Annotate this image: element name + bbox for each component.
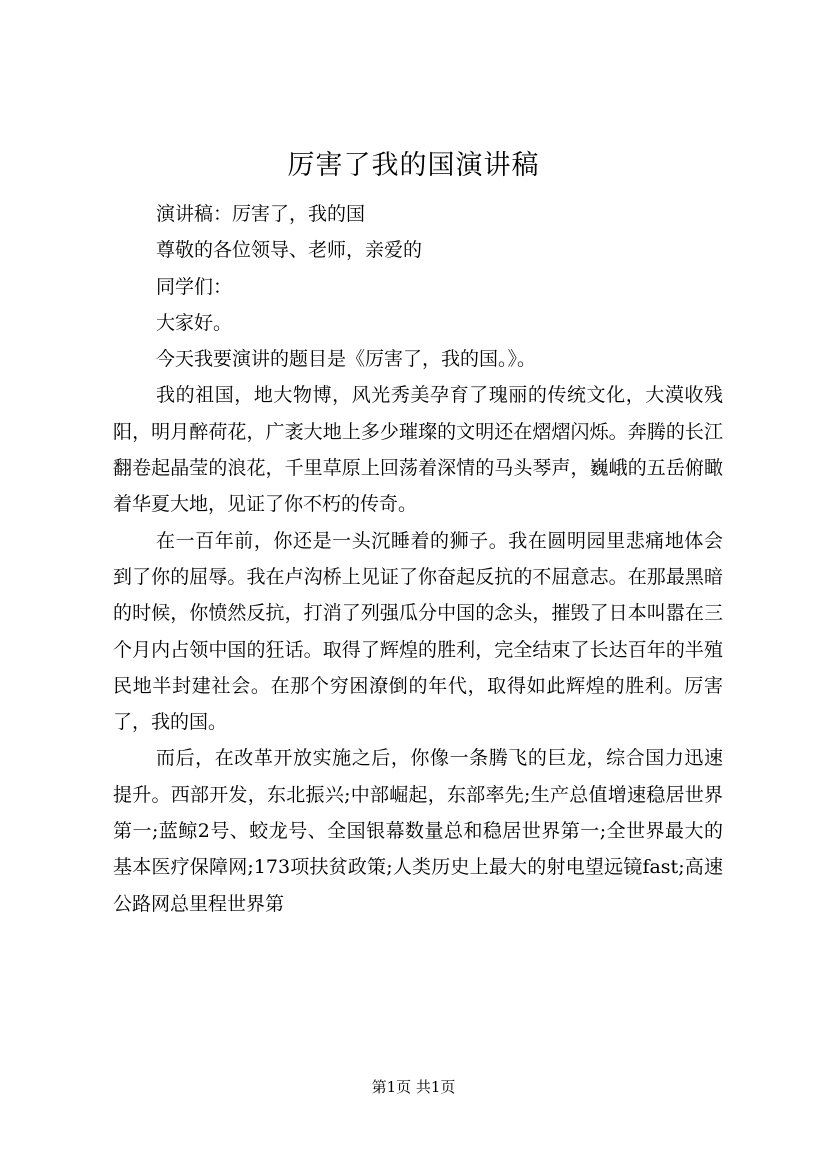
paragraph-salutation: 尊敬的各位领导、老师，亲爱的 [156, 239, 423, 262]
paragraph-history: 在一百年前，你还是一头沉睡着的狮子。我在圆明园里悲痛地体会到了你的屈辱。我在卢沟桥上见证了你奋起反抗的不屈意志。在那最黑暗的时候，你愤然反抗，打消了列强瓜分中国的念头，摧毁了日本叫嚣在三个月内占领中国的狂话。取得了辉煌的胜利，完全结束了长达百年的半殖民地半封建社会。在那个穷困潦倒的年代，取得如此辉煌的胜利。厉害了，我的国。 [113, 529, 723, 734]
paragraph-reform: 而后，在改革开放实施之后，你像一条腾飞的巨龙，综合国力迅速提升。西部开发，东北振兴;中部崛起，东部率先;生产总值增速稳居世界第一;蓝鲸2号、蛟龙号、全国银幕数量总和稳居世界第一;全世界最大的基本医疗保障网;173项扶贫政策;人类历史上最大的射电望远镜fast;高速公路网总里程世界第 [113, 747, 723, 915]
paragraph-salutation-cont: 同学们： [156, 275, 233, 298]
paragraph-motherland: 我的祖国，地大物博，风光秀美孕育了瑰丽的传统文化，大漠收残阳，明月醉荷花，广袤大地上多少璀璨的文明还在熠熠闪烁。奔腾的长江翻卷起晶莹的浪花，千里草原上回荡着深情的马头琴声，巍峨的五岳俯瞰着华夏大地，见证了你不朽的传奇。 [113, 384, 723, 516]
document-title: 厉害了我的国演讲稿 [287, 150, 540, 181]
paragraph-greeting: 大家好。 [156, 311, 233, 334]
document-body [113, 196, 723, 922]
page-footer: 第1页 共1页 [371, 1078, 456, 1096]
paragraph-topic: 今天我要演讲的题目是《厉害了，我的国。》。 [156, 348, 537, 371]
paragraph-speech-label: 演讲稿：厉害了，我的国 [156, 203, 366, 225]
